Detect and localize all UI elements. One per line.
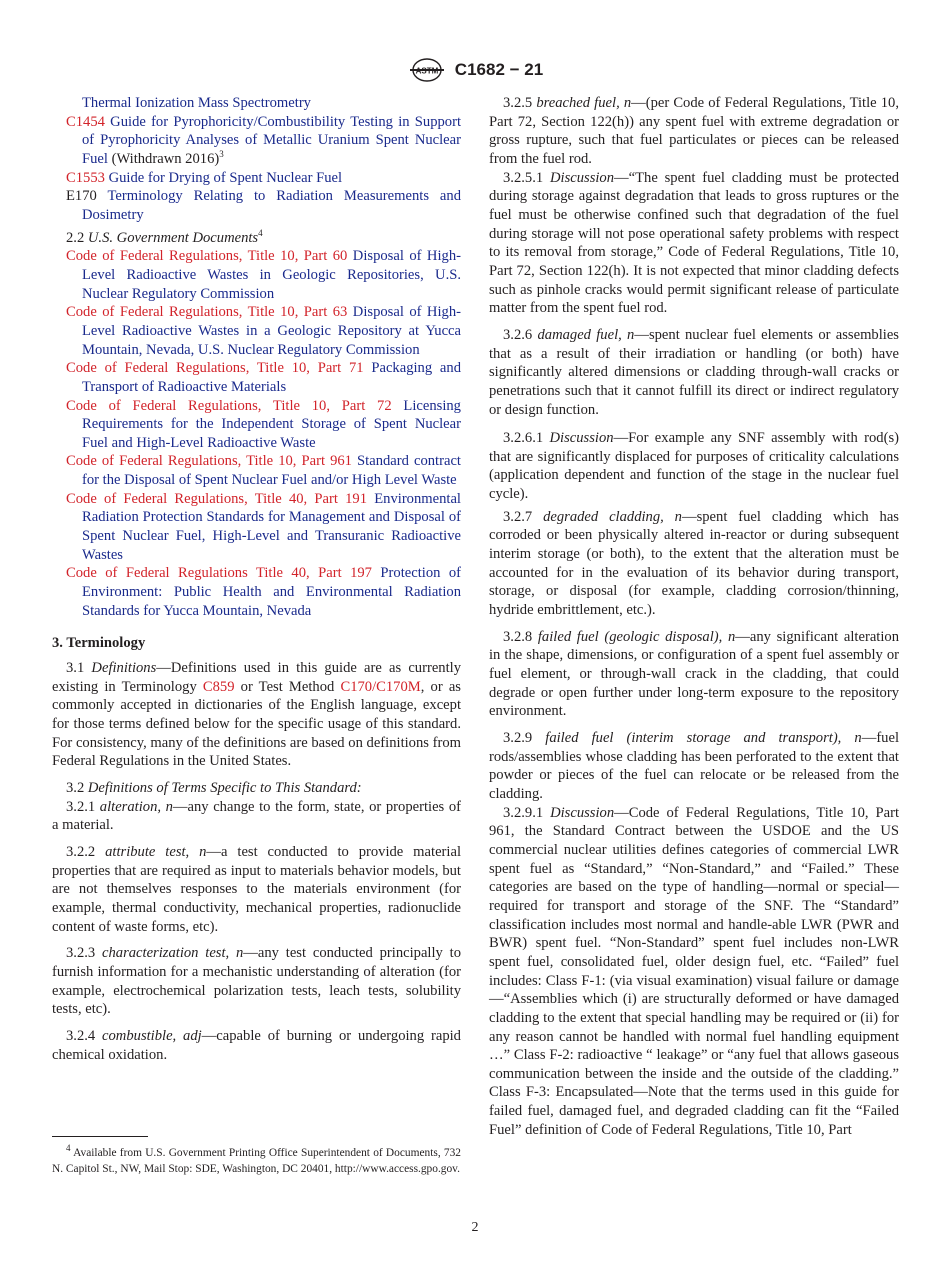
definition-breached-fuel: 3.2.5 breached fuel, n—(per Code of Federal Regulations, Title 10, Part 72, Section 122(h)) any spent fuel with extreme degradation or gross rupture, such that fuel particulates or pieces can be released from the fuel rod.	[489, 95, 899, 167]
astm-logo-icon	[407, 58, 447, 82]
reference-code[interactable]: C1454	[66, 113, 105, 130]
discussion-3-2-9-1: 3.2.9.1 Discussion—Code of Federal Regulations, Title 10, Part 961, the Standard Contract between the USDOE and the US commercial nuclear utilities defines categories of commercial LWR spent fuel as “Standard,” “Non-Standard,” and “Failed.” These categories are based on the type of handling—normal or special—required for transport and storage of the SNF. The “Standard” classification includes most normal and handle-able LWR (PWR and BWR) spent fuel. “Non-Standard” spent fuel includes non-LWR spent fuel, consolidated fuel, older design fuel, etc. “Failed” fuel includes: Class F-1: (via visual examination) visual failure or damage—“Assemblies which (i) are structurally deformed or have damaged cladding to the extent that special handling may be required or (ii) for any reason cannot be handled with normal fuel handling equipment …” Class F-2: radioactive “ leakage” or “any fuel that allows gaseous communication between the inside and the outside of the cladding.” Class F-3: Encapsulated—Note that the terms used in this guide for failed fuel, damaged fuel, and degraded cladding can fit the “Failed Fuel” definition of Code of Federal Regulations, Title 10, Part	[489, 804, 899, 1138]
page-number: 2	[471, 1220, 479, 1235]
definition-characterization-test: 3.2.3 characterization test, n—any test conducted principally to furnish information for a mechanistic understanding of alteration (for example, electrochemical polarization tests, leach tests, solubility tests, etc).	[52, 945, 461, 1018]
reference-cfr-10-71: Code of Federal Regulations, Title 10, Part 71 Packaging and Transport of Radioactive Materials	[66, 360, 461, 395]
definition-attribute-test: 3.2.2 attribute test, n—a test conducted to provide material properties that are required as input to materials behavior models, but are not themselves responses to the materials environment (for example, thermal conductivity, mechanical properties, radionuclide content of waste forms, etc).	[52, 843, 461, 935]
reference-code[interactable]: C1553	[66, 169, 105, 186]
right-column	[489, 94, 899, 1139]
footnote: $^4$ Available from U.S. Government Printing Office Superintendent of Documents, 732 N. Capitol St., NW, Mail Stop: SDE, Washington, DC 20401, http://www.access.gpo.gov.	[52, 1143, 461, 1175]
paragraph-3-2: 3.2 Definitions of Terms Specific to This Standard:	[66, 779, 362, 796]
left-column	[52, 94, 461, 1064]
reference-title[interactable]: Guide for Pyrophoricity/Combustibility Testing in Support of Pyrophoricity Analyses of Metallic Uranium Spent Nuclear Fuel	[82, 113, 462, 167]
reference-cfr-40-197: Code of Federal Regulations Title 40, Part 197 Protection of Environment: Public Health and Environmental Radiation Standards for Yucca Mountain, Nevada	[66, 565, 462, 619]
reference-code: E170	[66, 188, 97, 205]
reference-cfr-10-72: Code of Federal Regulations, Title 10, Part 72 Licensing Requirements for the Independent Storage of Spent Nuclear Fuel and High-Level Radioactive Waste	[66, 397, 461, 451]
paragraph-3-1: 3.1 Definitions—Definitions used in this guide are as currently existing in Terminology C859 or Test Method C170/C170M, or as commonly accepted in dictionaries of the English language, except for those terms defined below for the specific usage of this standard. For consistency, many of the definitions are based on definitions from Federal Regulations in the United States.	[52, 660, 462, 770]
link-c859[interactable]: C859	[202, 678, 235, 695]
reference-cfr-10-961: Code of Federal Regulations, Title 10, Part 961 Standard contract for the Disposal of Spent Nuclear Fuel and/or High Level Waste	[66, 453, 461, 489]
section-heading: 3. Terminology	[52, 635, 146, 652]
link-c170[interactable]: C170/C170M	[340, 678, 421, 695]
discussion-3-2-6-1: 3.2.6.1 Discussion—For example any SNF assembly with rod(s) that are significantly displaced for purposes of criticality calculations (application dependent and function of the stage in the nuclear fuel cycle).	[489, 430, 899, 503]
definition-alteration: 3.2.1 alteration, n—any change to the form, state, or properties of a material.	[52, 798, 461, 834]
reference-e170	[52, 187, 461, 224]
definition-damaged-fuel: 3.2.6 damaged fuel, n—spent nuclear fuel elements or assemblies that as a result of their irradiation or handling (or both) have significantly altered dimensions or cladding through-wall cracks or penetrations such that it cannot fulfill its direct or indirect regulatory or design function.	[489, 326, 899, 418]
definition-failed-fuel-geologic: 3.2.8 failed fuel (geologic disposal), n—any significant alteration in the shape, dimensions, or configuration of a spent fuel assembly or fuel element, or through-wall crack in the cladding, that could degrade or open further under long-term exposure to the repository environment.	[489, 628, 900, 720]
definition-degraded-cladding: 3.2.7 degraded cladding, n—spent fuel cladding which has corroded or been physically altered in-reactor or during subsequent interim storage (or both), to the extent that the alteration must be accounted for in the evaluation of its behavior during transport, storage, or disposal (for example, cladding corrosion/thinning, hydride embrittlement, etc.).	[489, 508, 899, 619]
definition-failed-fuel-interim: 3.2.9 failed fuel (interim storage and transport), n—fuel rods/assemblies whose cladding has been perforated to the extent that powder or pieces of the fuel can relocate or be released from the cladding.	[489, 730, 900, 802]
reference-cfr-10-60: Code of Federal Regulations, Title 10, Part 60 Disposal of High-Level Radioactive Wastes in Geologic Repositories, U.S. Nuclear Regulatory Commission	[66, 248, 461, 302]
reference-cfr-40-191: Code of Federal Regulations, Title 40, Part 191 Environmental Radiation Protection Standards for Management and Disposal of Spent Nuclear Fuel, High-Level and Transuranic Radioactive Wastes	[66, 490, 461, 563]
reference-title[interactable]: Guide for Drying of Spent Nuclear Fuel	[108, 169, 343, 186]
reference-title[interactable]: Terminology Relating to Radiation Measurements and Dosimetry	[82, 188, 462, 223]
reference-c1553	[52, 169, 461, 188]
definition-combustible: 3.2.4 combustible, adj—capable of burning or undergoing rapid chemical oxidation.	[52, 1027, 461, 1063]
reference-title[interactable]: Thermal Ionization Mass Spectrometry	[82, 95, 311, 111]
discussion-3-2-5-1: 3.2.5.1 Discussion—“The spent fuel cladding must be protected during storage against degradation that leads to gross ruptures or the fuel must be otherwise confined such that degradation of the fuel during storage will not pose operational safety problems with respect to its removal from storage,” Code of Federal Regulations, Title 10, Part 72, Section 122(h). It is not expected that minor cladding defects such as pinhole cracks would permit significant release of particulate matter from the spent fuel rod.	[489, 169, 899, 317]
svg-text:ASTM: ASTM	[415, 66, 439, 76]
reference-cfr-10-63: Code of Federal Regulations, Title 10, Part 63 Disposal of High-Level Radioactive Wastes in a Geologic Repository at Yucca Mountain, Nevada, U.S. Nuclear Regulatory Commission	[66, 304, 461, 358]
reference-c1454: C1454 Guide for Pyrophoricity/Combustibility Testing in Support of Pyrophoricity Analyses of Metallic Uranium Spent Nuclear Fuel (Withdrawn 2016)$^3$	[66, 113, 462, 167]
document-designation: C1682 − 21	[454, 60, 544, 79]
footnote-rule	[52, 1136, 148, 1137]
section-2-2-heading: 2.2 U.S. Government Documents$^4$	[66, 227, 263, 246]
page-header	[0, 58, 950, 82]
